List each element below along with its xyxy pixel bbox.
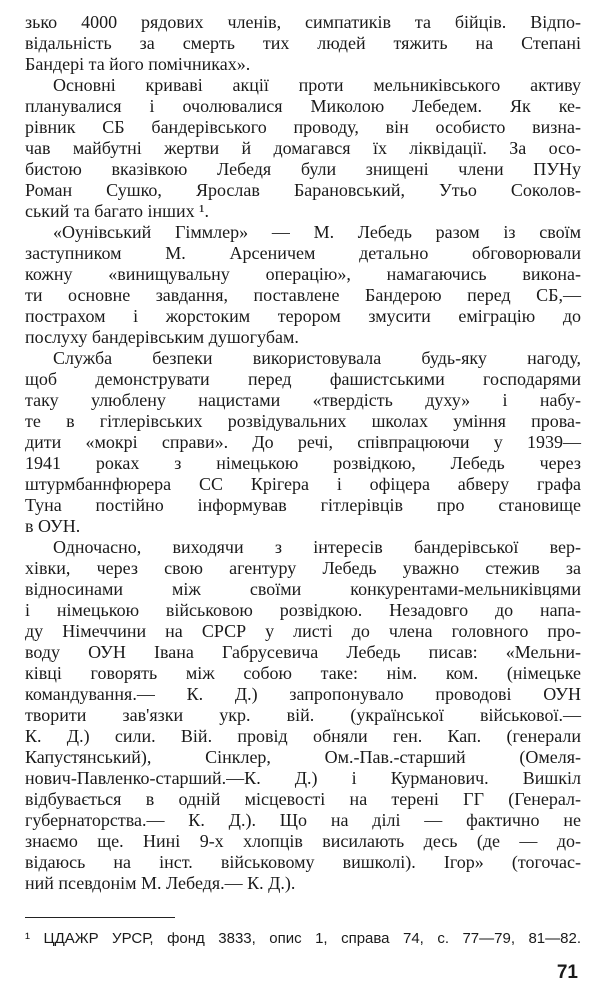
text-line: відаюсь на інст. військовому вишколі). Ігор» (тогочас- <box>25 852 581 872</box>
text-line: те в гітлерівських розвідувальних школах уміння прова- <box>25 411 581 431</box>
text-line: Туна постійно інформував гітлерівців про становище <box>25 495 581 515</box>
footnote-divider <box>25 917 175 918</box>
text-line: і німецькою військовою розвідкою. Незадовго до напа- <box>25 600 581 620</box>
text-line: бистою вказівкою Лебедя були знищені члени ПУНу <box>25 159 581 179</box>
text-line: дити «мокрі справи». До речі, співпрацюючи у 1939— <box>25 432 581 452</box>
text-line: в ОУН. <box>25 516 81 536</box>
text-line: командування.— К. Д.) запропонувало проводові ОУН <box>25 684 581 704</box>
text-line: заступником М. Арсеничем детально обговорювали <box>25 243 581 263</box>
text-line: щоб демонструвати перед фашистськими господарями <box>25 369 581 389</box>
text-line: ду Німеччини на СРСР у листі до члена головного про- <box>25 621 581 641</box>
text-line: таку улюблену нацистами «твердість духу» і набу- <box>25 390 581 410</box>
text-line: штурмбаннфюрера СС Крігера і офіцера абверу графа <box>25 474 581 494</box>
text-line: пострахом і жорстоким терором змусити еміграцію до <box>25 306 581 326</box>
text-line: зько 4000 рядових членів, симпатиків та бійців. Відпо- <box>25 12 581 32</box>
text-line: чав майбутні жертви й домагався їх ліквідації. За осо- <box>25 138 581 158</box>
page-number: 71 <box>556 962 578 983</box>
text-line: рівник СБ бандерівського проводу, він особисто визна- <box>25 117 581 137</box>
text-line: нович-Павленко-старший.—К. Д.) і Курманович. Вишкіл <box>25 768 581 788</box>
text-line: «Оунівський Гіммлер» — М. Лебедь разом із своїм <box>53 222 581 242</box>
text-line: ти основне завдання, поставлене Бандерою перед СБ,— <box>25 285 581 305</box>
text-line: відбувається в одній місцевості на терені ГГ (Генерал- <box>25 789 581 809</box>
text-line: Роман Сушко, Ярослав Барановський, Утьо Соколов- <box>25 180 581 200</box>
text-line: Служба безпеки використовувала будь-яку нагоду, <box>53 348 581 368</box>
text-line: Капустянський), Сінклер, Ом.-Пав.-старший (Омеля- <box>25 747 581 767</box>
text-line: воду ОУН Івана Габрусевича Лебедь писав: «Мельни- <box>25 642 581 662</box>
text-line: ний псевдонім М. Лебедя.— К. Д.). <box>25 873 296 893</box>
text-line: відальність за смерть тих людей тяжить на Степані <box>25 33 581 53</box>
text-line: планувалися і очолювалися Миколою Лебедем. Як ке- <box>25 96 581 116</box>
text-line: К. Д.) сили. Вій. провід обняли ген. Кап. (генерали <box>25 726 581 746</box>
text-line: послуху бандерівським душогубам. <box>25 327 299 347</box>
text-line: ський та багато інших ¹. <box>25 201 209 221</box>
text-line: кожну «винищувальну операцію», намагаючись викона- <box>25 264 581 284</box>
text-line: відносинами між своїми конкурентами-мельниківцями <box>25 579 581 599</box>
text-line: хівки, через свою агентуру Лебедь уважно стежив за <box>25 558 581 578</box>
text-line: знаємо ще. Нині 9-х хлопців висилають десь (де — до- <box>25 831 581 851</box>
footnote: ¹ ЦДАЖР УРСР, фонд 3833, опис 1, справа 74, с. 77—79, 81—82. <box>25 930 581 947</box>
text-line: ківці говорять між собою таке: нім. ком. (німецьке <box>25 663 581 683</box>
body-text <box>25 12 581 894</box>
text-line: Одночасно, виходячи з інтересів бандерівської вер- <box>53 537 581 557</box>
text-line: губернаторства.— К. Д.). Що на ділі — фактично не <box>25 810 581 830</box>
text-line: Бандері та його помічниках». <box>25 54 251 74</box>
text-line: 1941 роках з німецькою розвідкою, Лебедь через <box>25 453 581 473</box>
text-line: творити зав'язки укр. вій. (української військової.— <box>25 705 581 725</box>
text-line: Основні криваві акції проти мельниківського активу <box>53 75 581 95</box>
